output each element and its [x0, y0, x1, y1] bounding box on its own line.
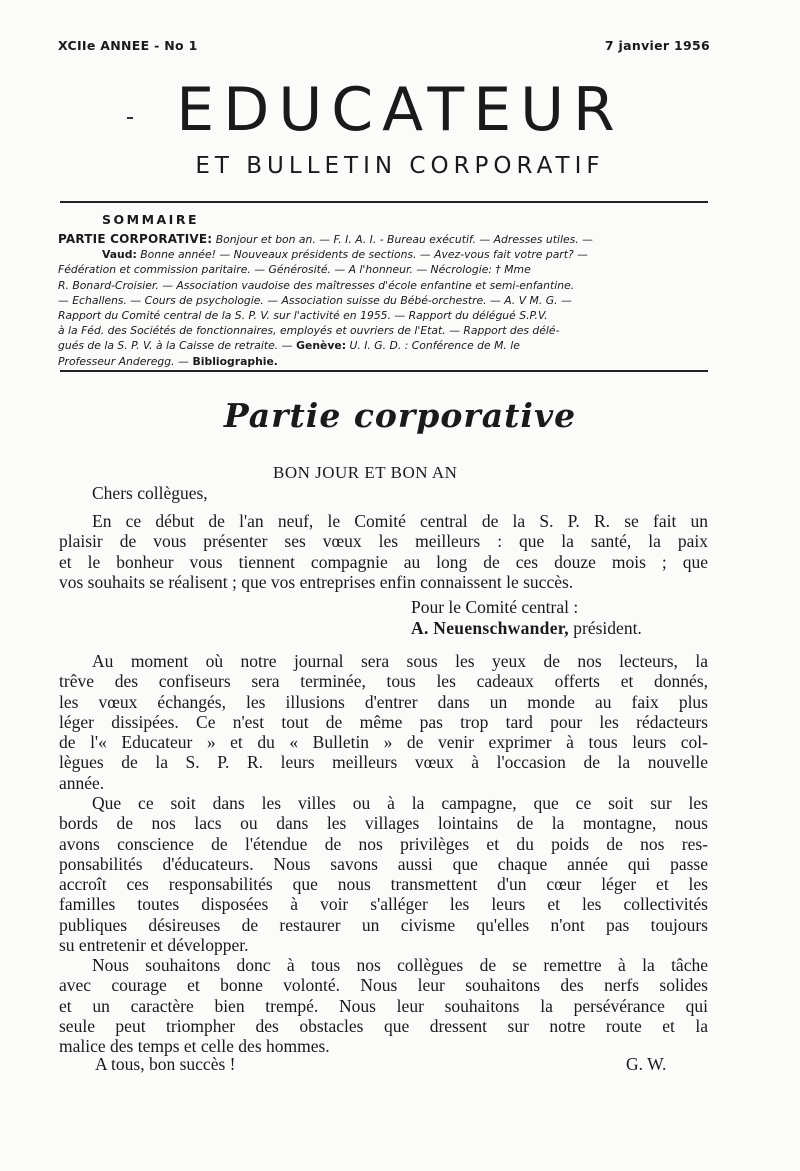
sommaire-line — [58, 338, 706, 353]
text-line: vos souhaits se réalisent ; que vos entreprises enfin connaissent le succès. — [59, 571, 574, 592]
text-line: année. — [59, 772, 105, 793]
sommaire-line: à la Féd. des Sociétés de fonctionnaires, employés et ouvriers de l'Etat. — Rapport des délé- — [58, 324, 560, 338]
signature-name: A. Neuenschwander, — [411, 618, 569, 638]
text-line: accroît ces responsabilités que nous transmettent d'un cœur léger et les — [59, 874, 708, 895]
sommaire-block — [58, 232, 706, 369]
sommaire-bold: Bibliographie. — [188, 354, 278, 368]
paragraph-1 — [59, 511, 708, 592]
sommaire-text: Bonne année! — Nouveaux présidents de sections. — Avez-vous fait votre part? — — [136, 248, 588, 262]
paragraph-4 — [59, 955, 708, 1057]
paragraph-2 — [59, 651, 708, 793]
text-line: familles toutes disposées à voir s'alléger les leurs et les collectivités — [59, 894, 708, 915]
text-line: Nous souhaitons donc à tous nos collègues de se remettre à la tâche — [92, 955, 708, 975]
sommaire-bold: PARTIE CORPORATIVE: — [58, 232, 213, 246]
article-title: BON JOUR ET BON AN — [273, 463, 458, 482]
signature-line: Pour le Comité central : — [411, 597, 579, 617]
sommaire-heading: SOMMAIRE — [102, 212, 199, 227]
text-line: avec courage et bonne volonté. Nous leur souhaitons des nerfs solides — [59, 975, 708, 996]
sommaire-line: R. Bonard-Croisier. — Association vaudoise des maîtresses d'école enfantine et semi-enfantine. — [58, 278, 575, 292]
text-line: bords de nos lacs ou dans les villages lointains de la montagne, nous — [59, 813, 708, 834]
sommaire-line: — Echallens. — Cours de psychologie. — Association suisse du Bébé-orchestre. — A. V M. G. — — [58, 293, 572, 307]
text-line: seule peut triompher des obstacles que dressent sur notre route et la — [59, 1015, 708, 1036]
masthead-title: EDUCATEUR — [176, 75, 624, 145]
sommaire-bold: Vaud: — [102, 248, 137, 262]
sommaire-line — [58, 232, 706, 247]
signature-line — [411, 618, 642, 639]
text-line: les vœux échangés, les illusions d'entrer dans un monde au faix plus — [59, 691, 708, 712]
sommaire-line: Fédération et commission paritaire. — Générosité. — A l'honneur. — Nécrologie: † Mme — [58, 263, 531, 277]
issue-number: XCIIe ANNEE - No 1 — [58, 38, 198, 53]
sommaire-line: Rapport du Comité central de la S. P. V. sur l'activité en 1955. — Rapport du délégué S.P.V. — [58, 309, 548, 323]
text-line: malice des temps et celle des hommes. — [59, 1036, 330, 1057]
bottom-divider — [60, 370, 708, 372]
paragraph-3 — [59, 793, 708, 956]
sommaire-text: Professeur Anderegg. — — [58, 354, 189, 368]
text-line: Que ce soit dans les villes ou à la campagne, que ce soit sur les — [92, 793, 708, 813]
text-line: publiques désireuses de restaurer un civisme qu'elles n'ont pas toujours — [59, 914, 708, 935]
text-line: avons conscience de l'étendue de nos privilèges et du poids de nos res- — [59, 833, 708, 854]
text-line: lègues de la S. P. R. leurs meilleurs vœux à l'occasion de la nouvelle — [59, 752, 708, 773]
text-line: léger dissipées. Ce n'est tout de même pas trop tard pour les rédacteurs — [59, 711, 708, 732]
signature-block — [411, 597, 642, 639]
section-title: Partie corporative — [223, 396, 577, 435]
text-line: ponsabilités d'éducateurs. Nous savons aussi que chaque année qui passe — [59, 853, 708, 874]
sommaire-line — [58, 354, 706, 369]
article-closing: A tous, bon succès ! — [95, 1054, 236, 1074]
text-line: et le bonheur vous tiennent compagnie au long de ces douze mois ; que — [59, 551, 708, 572]
text-line: su entretenir et développer. — [59, 935, 249, 956]
article-salutation: Chers collègues, — [92, 483, 208, 503]
sommaire-text: gués de la S. P. V. à la Caisse de retraite. — — [58, 339, 293, 353]
sommaire-line — [58, 247, 706, 262]
top-divider — [60, 201, 708, 203]
author-initials: G. W. — [626, 1054, 667, 1074]
sommaire-text: U. I. G. D. : Conférence de M. le — [346, 339, 520, 353]
signature-role: président. — [568, 618, 642, 638]
text-line: de l'« Educateur » et du « Bulletin » de venir exprimer à tous leurs col- — [59, 732, 708, 753]
text-line: En ce début de l'an neuf, le Comité central de la S. P. R. se fait un — [92, 511, 708, 531]
text-line: trêve des confiseurs sera terminée, tous les cadeaux offerts et donnés, — [59, 671, 708, 692]
sommaire-text: Bonjour et bon an. — F. I. A. I. - Bureau exécutif. — Adresses utiles. — — [212, 233, 593, 246]
masthead-subtitle: ET BULLETIN CORPORATIF — [195, 153, 605, 179]
text-line: plaisir de vous présenter ses vœux les meilleurs : que la santé, la paix — [59, 531, 708, 552]
text-line: et un caractère bien trempé. Nous leur souhaitons la persévérance qui — [59, 995, 708, 1016]
sommaire-bold: Genève: — [292, 339, 347, 353]
text-line: Au moment où notre journal sera sous les yeux de nos lecteurs, la — [92, 651, 708, 671]
issue-date: 7 janvier 1956 — [604, 38, 710, 53]
